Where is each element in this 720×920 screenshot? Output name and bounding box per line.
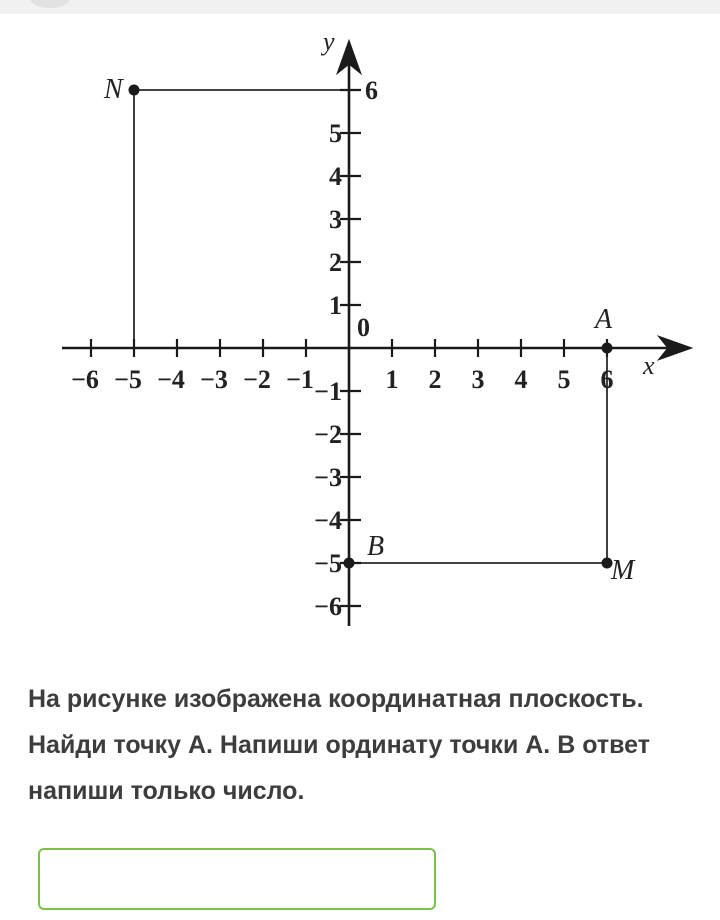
point-a xyxy=(602,343,613,354)
x-tick-label: −3 xyxy=(200,365,228,394)
y-tick-label: 1 xyxy=(329,291,342,320)
x-tick-label: −5 xyxy=(114,365,142,394)
x-tick-label: 2 xyxy=(428,365,442,394)
y-tick-label: −6 xyxy=(314,592,342,621)
x-tick-label: 3 xyxy=(471,365,485,394)
top-strip xyxy=(0,0,720,14)
y-tick-label: −1 xyxy=(314,377,342,406)
segments-layer xyxy=(134,90,607,563)
y-tick-label: 3 xyxy=(329,205,342,234)
origin-label: 0 xyxy=(357,313,370,342)
point-label-a: A xyxy=(595,304,613,335)
x-tick-label: 5 xyxy=(557,365,571,394)
x-tick-label: 1 xyxy=(385,365,399,394)
y-axis-label: y xyxy=(323,27,335,56)
x-tick-label: −6 xyxy=(71,365,99,394)
x-tick-label: 6 xyxy=(600,365,614,394)
coordinate-plane xyxy=(0,14,720,664)
y-tick-label: −3 xyxy=(314,463,342,492)
coordinate-plane-figure xyxy=(0,14,720,664)
y-tick-label: 6 xyxy=(365,76,378,105)
answer-input[interactable] xyxy=(38,848,436,910)
point-label-b: B xyxy=(367,531,385,562)
point-n xyxy=(129,85,140,96)
point-b xyxy=(344,558,355,569)
y-tick-label: −2 xyxy=(314,420,342,449)
x-axis-label: x xyxy=(643,351,655,380)
x-tick-label: 4 xyxy=(514,365,528,394)
point-label-n: N xyxy=(104,74,123,105)
y-tick-label: −4 xyxy=(314,506,342,535)
y-tick-label: 2 xyxy=(329,248,342,277)
avatar-edge xyxy=(30,0,70,8)
point-label-m: M xyxy=(611,555,635,586)
x-tick-label: −2 xyxy=(243,365,271,394)
x-tick-label: −4 xyxy=(157,365,185,394)
y-tick-label: 5 xyxy=(329,119,342,148)
question-text: На рисунке изображена координатная плоскость. Найди точку А. Напиши ординату точки А. В ответ напиши только число. xyxy=(28,685,650,805)
x-tick-label: −1 xyxy=(286,365,314,394)
y-tick-label: 4 xyxy=(329,162,342,191)
y-tick-label: −5 xyxy=(314,549,342,578)
